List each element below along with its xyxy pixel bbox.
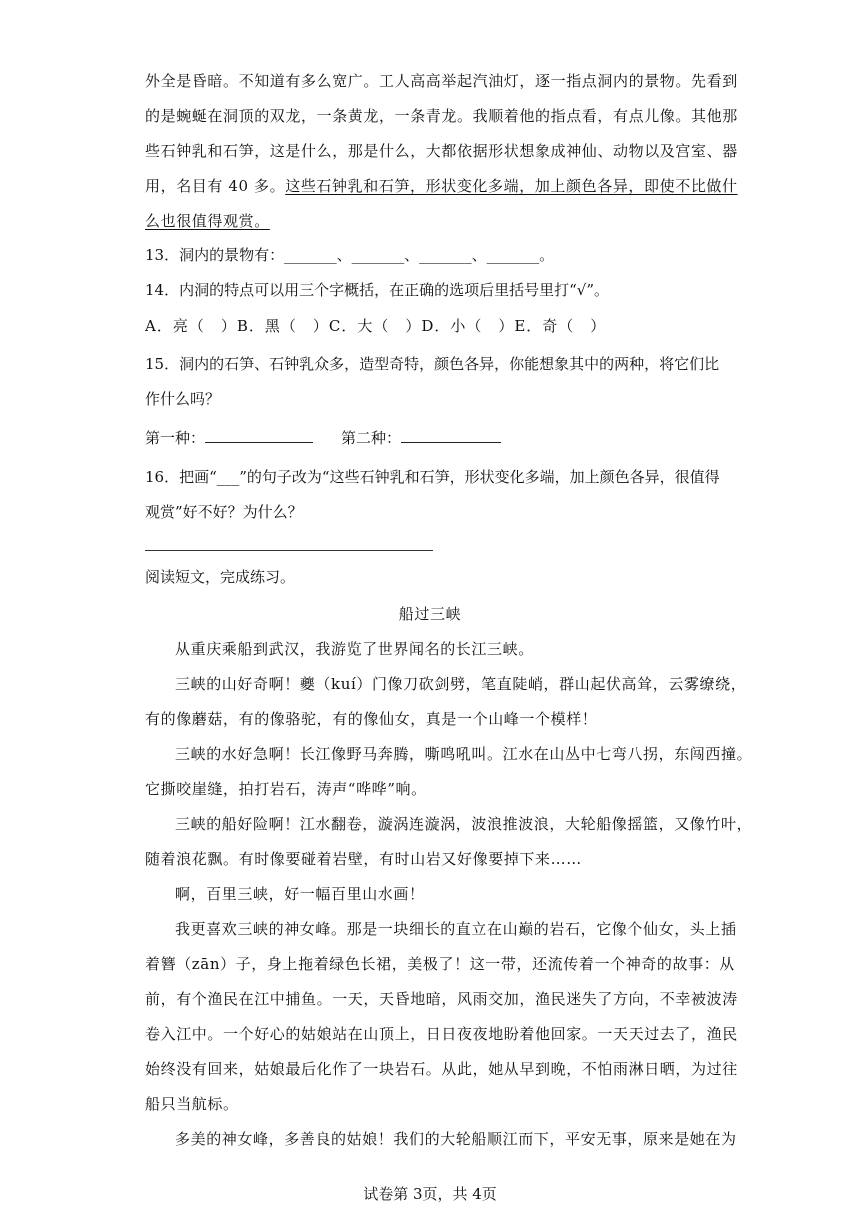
passage2-line: 船只当航标。: [145, 1095, 239, 1113]
passage1-line-1: 外全是昏暗。不知道有多么宽广。工人高高举起汽油灯，逐一指点洞内的景物。先看到: [145, 72, 738, 90]
first-kind-blank[interactable]: [205, 428, 313, 443]
passage1-line-4: [145, 176, 738, 196]
question-13: 13．洞内的景物有：_______、_______、_______、_______。: [145, 246, 555, 264]
passage2-line: 着簪（zān）子，身上拖着绿色长裙，美极了！这一带，还流传着一个神奇的故事：从: [145, 955, 735, 973]
passage1-line-2: 的是蜿蜒在洞顶的双龙，一条黄龙，一条青龙。我顺着他的指点看，有点儿像。其他那: [145, 107, 738, 125]
passage2-line: 我更喜欢三峡的神女峰。那是一块细长的直立在山巅的岩石，它像个仙女，头上插: [175, 920, 737, 938]
reading-instruction: 阅读短文，完成练习。: [145, 568, 296, 586]
passage2-line: 三峡的山好奇啊！夔（kuí）门像刀砍剑劈，笔直陡峭，群山起伏高耸，云雾缭绕，: [175, 675, 747, 693]
question-15-answers: [145, 428, 501, 448]
passage2-line: 始终没有回来，姑娘最后化作了一块岩石。从此，她从早到晚，不怕雨淋日晒，为过往: [145, 1060, 738, 1078]
passage1-line-3: 些石钟乳和石笋，这是什么，那是什么，大都依据形状想象成神仙、动物以及宫室、器: [145, 142, 738, 160]
passage2-line: 啊，百里三峡，好一幅百里山水画！: [175, 885, 425, 903]
question-16-line-2: 观赏”好不好？为什么？: [145, 503, 303, 521]
second-kind-label: 第二种：: [341, 429, 402, 447]
passage1-line-4-plain: 用，名目有 40 多。: [145, 177, 286, 195]
passage2-line: 卷入江中。一个好心的姑娘站在山顶上，日日夜夜地盼着他回家。一天天过去了，渔民: [145, 1025, 738, 1043]
answer-line[interactable]: [145, 550, 433, 551]
passage2-line: 它撕咬崖缝，拍打岩石，涛声“哗哗”响。: [145, 780, 427, 798]
question-15-line-1: 15．洞内的石笋、石钟乳众多，造型奇特，颜色各异，你能想象其中的两种，将它们比: [145, 355, 720, 373]
page-footer: 试卷第 3页，共 4页: [363, 1185, 497, 1203]
passage2-line: 随着浪花飘。有时像要碰着岩壁，有时山岩又好像要掉下来……: [145, 850, 582, 868]
underlined-sentence-part-1: 这些石钟乳和石笋，形状变化多端，加上颜色各异，即使不比做什: [285, 177, 738, 195]
question-16-line-1: 16．把画“___”的句子改为“这些石钟乳和石笋，形状变化多端，加上颜色各异，很值得: [145, 468, 720, 486]
question-15-line-2: 作什么吗？: [145, 390, 221, 408]
passage2-line: 从重庆乘船到武汉，我游览了世界闻名的长江三峡。: [175, 640, 534, 658]
question-14: 14．内洞的特点可以用三个字概括，在正确的选项后里括号里打“√”。: [145, 281, 609, 299]
passage2-line: 多美的神女峰，多善良的姑娘！我们的大轮船顺江而下，平安无事，原来是她在为: [175, 1130, 737, 1148]
passage2-line: 三峡的船好险啊！江水翻卷，漩涡连漩涡，波浪推波浪，大轮船像摇篮，又像竹叶，: [175, 815, 753, 833]
second-kind-blank[interactable]: [401, 428, 501, 443]
passage1-line-5: [145, 211, 270, 231]
first-kind-label: 第一种：: [145, 429, 206, 447]
passage2-line: 前，有个渔民在江中捕鱼。一天，天昏地暗，风雨交加，渔民迷失了方向，不幸被波涛: [145, 990, 738, 1008]
passage2-title: 船过三峡: [398, 605, 462, 623]
underlined-sentence-part-2: 么也很值得观赏。: [145, 212, 270, 230]
passage2-line: 三峡的水好急啊！长江像野马奔腾，嘶鸣吼叫。江水在山丛中七弯八拐，东闯西撞。: [175, 745, 753, 763]
passage2-line: 有的像蘑菇，有的像骆驼，有的像仙女，真是一个山峰一个模样！: [145, 710, 598, 728]
question-14-options: A．亮（ ）B．黑（ ）C．大（ ）D．小（ ）E．奇（ ）: [145, 317, 607, 335]
